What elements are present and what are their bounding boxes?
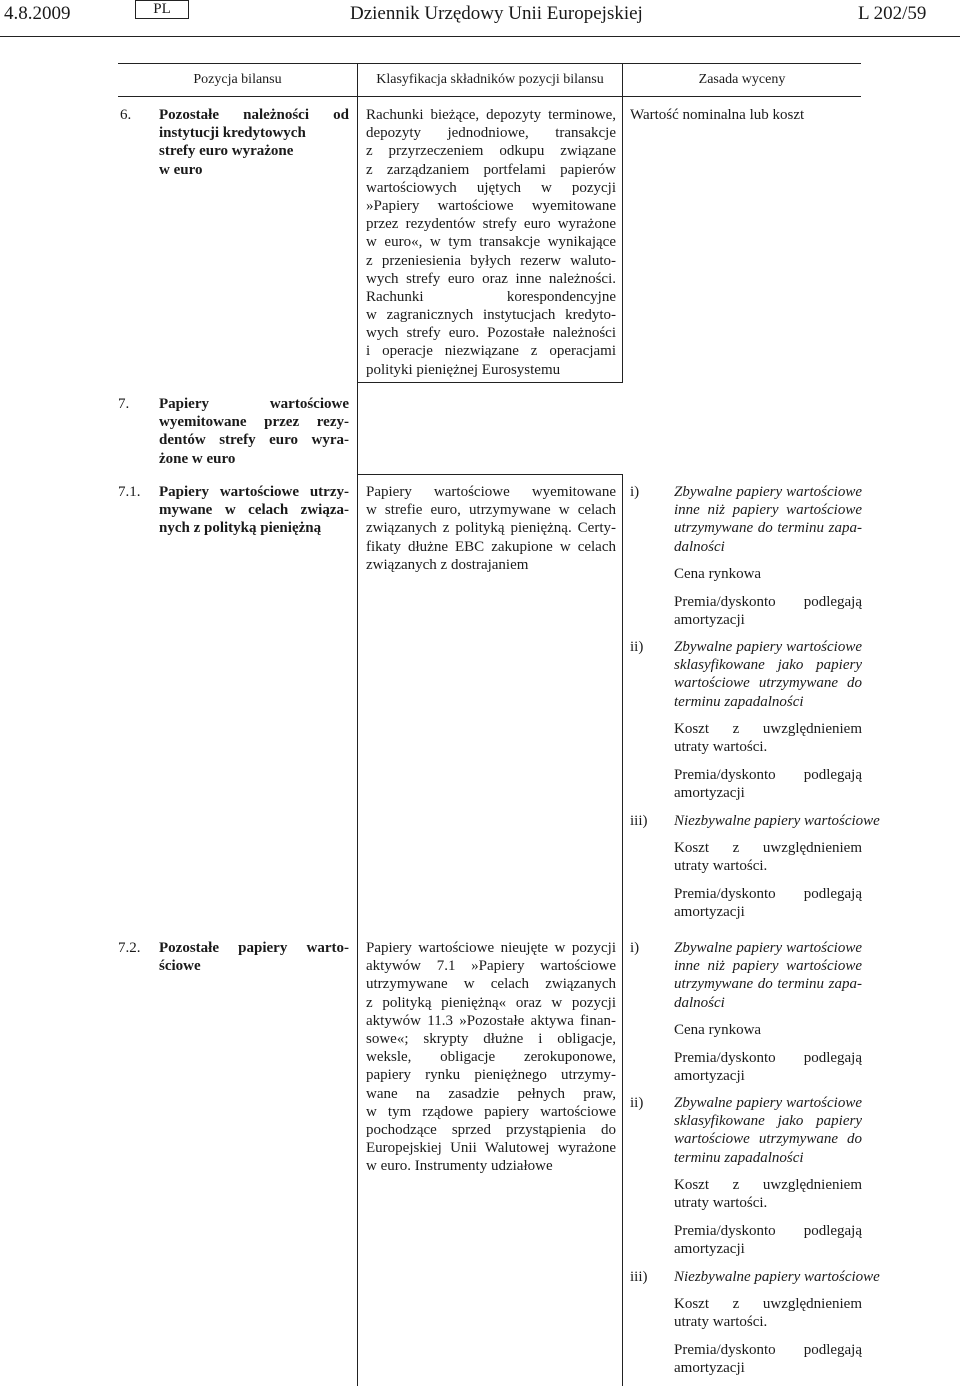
journal-title: Dziennik Urzędowy Unii Europejskiej (350, 3, 643, 24)
language-badge: PL (135, 0, 189, 19)
val-line: amortyzacji (674, 612, 745, 629)
row-7-2-val-iii-cost (674, 1295, 862, 1331)
val-line: Premia/dyskonto podlegają (674, 1342, 862, 1358)
row-7-2-number: 7.2. (118, 940, 141, 956)
val-line: Zbywalne papiery wartościowe (674, 484, 862, 500)
row-6-title-line: instytucji kredytowych (159, 125, 306, 142)
row-7-2-class-line: papiery rynku pieniężnego utrzymy- (366, 1067, 616, 1084)
val-line: amortyzacji (674, 904, 745, 921)
row-7-1-val-iii-amort (674, 885, 862, 921)
row-7-title-line: wyemitowane przez rezy- (159, 414, 349, 431)
row-7-2-class-line: w euro. Instrumenty udziałowe (366, 1158, 553, 1175)
row-7-2-class-line: utrzymywane w celach związanych (366, 976, 616, 993)
row-7-2-val-iii-label: iii) (630, 1269, 648, 1285)
row-6-title (159, 106, 349, 179)
row-7-2-class-line: aktywów 7.1 »Papiery wartościowe (366, 958, 616, 975)
row-7-1-val-i-amort (674, 593, 862, 629)
row-7-1-val-i-text (674, 483, 862, 556)
val-line: utraty wartości. (674, 1195, 768, 1212)
row-7-1-title (159, 483, 349, 538)
column-divider-2b (622, 474, 623, 1386)
row-7-2-class-line: sowe«; skrypty dłużne i obligacje, (366, 1030, 616, 1047)
row-7-2-class-line: aktywów 11.3 »Pozostałe aktywa finan- (366, 1012, 616, 1029)
row-7-1-val-i-price: Cena rynkowa (674, 566, 762, 582)
row-7-2-class-line: wane na zasadzie pełnych praw, (366, 1085, 616, 1102)
row-6-class-line: Rachunki korespondencyjne (366, 288, 616, 305)
column-divider-2a (622, 63, 623, 382)
row-7-2-class-line: weksle, obligacje zerokuponowe, (366, 1049, 616, 1066)
row-6-class-line: »Papiery wartościowe wyemitowane (366, 197, 616, 214)
val-line: utraty wartości. (674, 1314, 768, 1331)
row-6-classification (366, 106, 616, 379)
val-line: Premia/dyskonto podlegają (674, 767, 862, 783)
row-7-number: 7. (118, 396, 130, 412)
row-7-1-classification (366, 483, 616, 574)
row-7-1-val-i-label: i) (630, 484, 640, 500)
row-7-bottom-rule (358, 474, 623, 475)
val-line: amortyzacji (674, 1068, 745, 1085)
val-line: terminu zapadalności (674, 693, 804, 710)
row-7-2-val-iii-amort (674, 1341, 862, 1377)
row-6-number: 6. (120, 107, 132, 123)
row-7-2-class-line: w tym rządowe papiery wartościowe (366, 1103, 616, 1120)
row-7-2-title (159, 939, 349, 975)
row-7-1-title-line: Papiery wartościowe utrzy- (159, 484, 349, 500)
row-6-class-line: z przyrzeczeniem odkupu związane (366, 143, 616, 160)
row-7-2-val-iii-text: Niezbywalne papiery wartościowe (674, 1269, 880, 1285)
val-line: Premia/dyskonto podlegają (674, 594, 862, 610)
row-7-1-val-ii-amort (674, 766, 862, 802)
row-7-2-val-i-amort (674, 1049, 862, 1085)
row-7-1-title-line: mywane w celach związa- (159, 502, 349, 519)
row-7-2-val-ii-cost (674, 1176, 862, 1212)
val-line: utraty wartości. (674, 739, 768, 756)
publication-date: 4.8.2009 (4, 3, 71, 24)
row-7-1-class-line: związanych z dostrajaniem (366, 556, 529, 573)
val-line: Zbywalne papiery wartościowe (674, 940, 862, 956)
val-line: dalności (674, 538, 725, 555)
val-line: utrzymywane do terminu zapa- (674, 976, 862, 993)
row-6-class-line: wartościowych ujętych w pozycji (366, 179, 616, 196)
row-6-class-line: wych strefy euro. Pozostałe należności (366, 325, 616, 342)
row-6-class-line: z zarządzaniem portfelami papierów (366, 161, 616, 178)
row-6-class-line: polityki pieniężnej Eurosystemu (366, 361, 561, 378)
row-7-title (159, 395, 349, 468)
row-7-2-class-line: z polityką pieniężną« oraz w pozycji (366, 994, 616, 1011)
table-top-rule (118, 63, 861, 64)
row-7-2-class-line: pochodzące sprzed przystąpienia do (366, 1121, 616, 1138)
val-line: Koszt z uwzględnieniem (674, 840, 862, 856)
row-7-1-val-ii-cost (674, 720, 862, 756)
val-line: Zbywalne papiery wartościowe (674, 1095, 862, 1111)
row-7-title-line: Papiery wartościowe (159, 396, 349, 412)
val-line: Koszt z uwzględnieniem (674, 1177, 862, 1193)
val-line: Premia/dyskonto podlegają (674, 1223, 862, 1239)
row-6-bottom-rule (358, 382, 623, 383)
row-7-1-class-line: w strefie euro, utrzymywane w celach (366, 502, 616, 519)
val-line: wartościowe utrzymywane do (674, 1131, 862, 1148)
row-6-valuation: Wartość nominalna lub koszt (630, 107, 805, 123)
row-6-title-line: Pozostałe należności od (159, 107, 349, 123)
val-line: Zbywalne papiery wartościowe (674, 639, 862, 655)
row-6-class-line: i operacje niezwiązane z operacjami (366, 343, 616, 360)
column-divider-1 (357, 63, 358, 1386)
row-7-2-title-line: Pozostałe papiery warto- (159, 940, 349, 956)
val-line: utraty wartości. (674, 858, 768, 875)
row-7-1-val-iii-cost (674, 839, 862, 875)
val-line: amortyzacji (674, 1241, 745, 1258)
row-6-class-line: w zagranicznych instytucjach kredyto- (366, 307, 616, 324)
row-6-title-line: strefy euro wyrażone (159, 143, 294, 160)
column-header-valuation: Zasada wyceny (698, 72, 786, 87)
row-7-1-class-line: Papiery wartościowe wyemitowane (366, 484, 616, 500)
row-6-class-line: z przeniesienia byłych rezerw waluto- (366, 252, 616, 269)
val-line: amortyzacji (674, 1360, 745, 1377)
table-header-rule (118, 96, 861, 97)
val-line: inne niż papiery wartościowe (674, 958, 862, 975)
row-7-1-val-ii-text (674, 638, 862, 711)
row-7-2-val-ii-text (674, 1094, 862, 1167)
header-rule (0, 36, 960, 37)
val-line: wartościowe utrzymywane do (674, 675, 862, 692)
val-line: sklasyfikowane jako papiery (674, 657, 862, 674)
row-7-1-class-line: fikaty dłużne EBC zakupione w celach (366, 538, 616, 555)
page-reference: L 202/59 (858, 3, 927, 24)
row-6-class-line: wych strefy euro oraz inne należności. (366, 270, 616, 287)
val-line: amortyzacji (674, 785, 745, 802)
row-7-1-class-line: związanych z polityką pieniężną. Certy- (366, 520, 616, 537)
val-line: dalności (674, 994, 725, 1011)
row-7-2-class-line: Papiery wartościowe nieujęte w pozycji (366, 940, 616, 956)
row-6-title-line: w euro (159, 161, 203, 178)
row-7-2-val-ii-amort (674, 1222, 862, 1258)
val-line: Koszt z uwzględnieniem (674, 721, 862, 737)
row-7-2-class-line: Europejskiej Unii Walutowej wyrażone (366, 1140, 616, 1157)
row-6-class-line: Rachunki bieżące, depozyty terminowe, (366, 107, 616, 123)
val-line: sklasyfikowane jako papiery (674, 1113, 862, 1130)
column-header-position: Pozycja bilansu (193, 72, 282, 87)
row-6-class-line: przez rezydentów strefy euro wyrażone (366, 216, 616, 233)
row-7-2-val-i-price: Cena rynkowa (674, 1022, 762, 1038)
row-7-1-val-iii-text: Niezbywalne papiery wartościowe (674, 813, 880, 829)
val-line: inne niż papiery wartościowe (674, 502, 862, 519)
column-header-classification: Klasyfikacja składników pozycji bilansu (376, 72, 604, 87)
row-7-1-title-line: nych z polityką pieniężną (159, 520, 322, 537)
row-7-2-val-i-text (674, 939, 862, 1012)
row-7-title-line: dentów strefy euro wyra- (159, 432, 349, 449)
val-line: utrzymywane do terminu zapa- (674, 520, 862, 537)
row-6-class-line: w euro«, w tym transakcje wynikające (366, 234, 616, 251)
row-7-title-line: żone w euro (159, 450, 236, 467)
row-7-2-val-ii-label: ii) (630, 1095, 644, 1111)
row-7-1-val-iii-label: iii) (630, 813, 648, 829)
val-line: terminu zapadalności (674, 1149, 804, 1166)
row-7-2-val-i-label: i) (630, 940, 640, 956)
row-7-2-title-line: ściowe (159, 958, 201, 975)
row-7-2-classification (366, 939, 616, 1175)
val-line: Premia/dyskonto podlegają (674, 1050, 862, 1066)
row-7-1-number: 7.1. (118, 484, 141, 500)
row-6-class-line: depozyty jednodniowe, transakcje (366, 125, 616, 142)
row-7-1-val-ii-label: ii) (630, 639, 644, 655)
val-line: Premia/dyskonto podlegają (674, 886, 862, 902)
val-line: Koszt z uwzględnieniem (674, 1296, 862, 1312)
